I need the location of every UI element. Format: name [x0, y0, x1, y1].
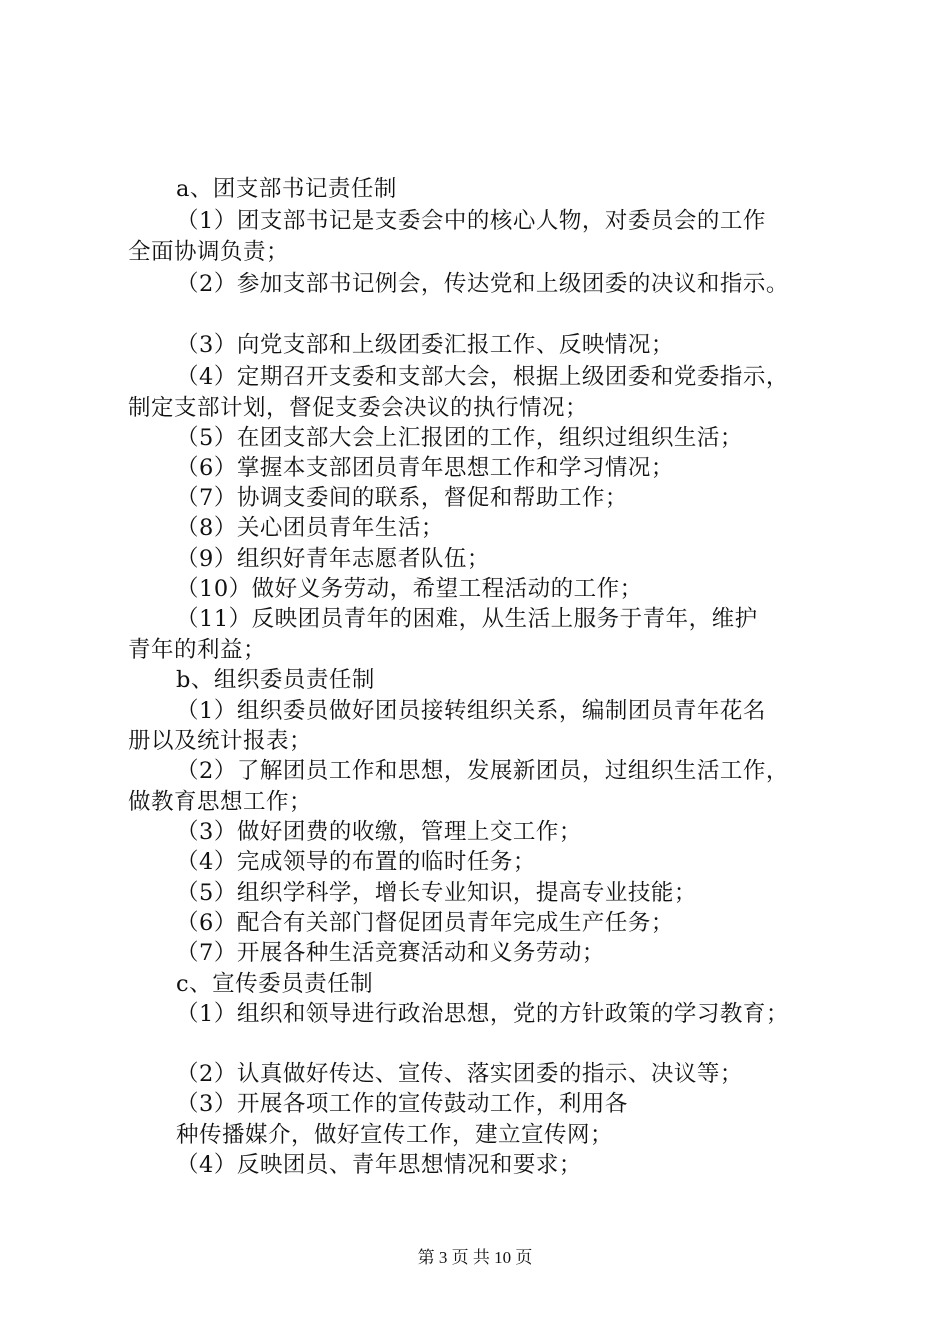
paragraph-line: （2）认真做好传达、宣传、落实团委的指示、决议等； — [176, 1061, 743, 1087]
paragraph-line: （5）在团支部大会上汇报团的工作，组织过组织生活； — [176, 425, 743, 451]
paragraph-line: （7）开展各种生活竞赛活动和义务劳动； — [176, 940, 605, 966]
paragraph-line: （3）做好团费的收缴，管理上交工作； — [176, 819, 582, 845]
paragraph-line: （3）向党支部和上级团委汇报工作、反映情况； — [176, 332, 674, 358]
paragraph-line: （2）了解团员工作和思想，发展新团员，过组织生活工作， — [176, 758, 789, 784]
paragraph-line: 做教育思想工作； — [128, 789, 313, 815]
paragraph-line: （2）参加支部书记例会，传达党和上级团委的决议和指示。 — [176, 271, 789, 297]
section-heading-a: a、团支部书记责任制 — [176, 176, 397, 202]
paragraph-line: （3）开展各项工作的宣传鼓动工作，利用各 — [176, 1091, 628, 1117]
paragraph-line: （4）完成领导的布置的临时任务； — [176, 849, 536, 875]
paragraph-line: 制定支部计划，督促支委会决议的执行情况； — [128, 395, 589, 421]
paragraph-line: 全面协调负责； — [128, 239, 290, 265]
paragraph-line: （6）掌握本支部团员青年思想工作和学习情况； — [176, 455, 674, 481]
section-heading-c: c、宣传委员责任制 — [176, 971, 374, 997]
page-number-footer: 第 3 页 共 10 页 — [417, 1248, 533, 1267]
paragraph-line: （1）组织委员做好团员接转组织关系，编制团员青年花名 — [176, 698, 766, 724]
paragraph-line: （6）配合有关部门督促团员青年完成生产任务； — [176, 910, 674, 936]
paragraph-line: （5）组织学科学，增长专业知识，提高专业技能； — [176, 880, 697, 906]
paragraph-line: （8）关心团员青年生活； — [176, 515, 444, 541]
paragraph-line: 种传播媒介，做好宣传工作，建立宣传网； — [176, 1122, 614, 1148]
paragraph-line: （4）定期召开支委和支部大会，根据上级团委和党委指示， — [176, 364, 789, 390]
paragraph-line: （7）协调支委间的联系，督促和帮助工作； — [176, 485, 628, 511]
paragraph-line: （9）组织好青年志愿者队伍； — [176, 546, 490, 572]
section-heading-b: b、组织委员责任制 — [176, 667, 375, 693]
paragraph-line: （10）做好义务劳动，希望工程活动的工作； — [176, 576, 643, 602]
paragraph-line: （1）团支部书记是支委会中的核心人物，对委员会的工作 — [176, 208, 766, 234]
paragraph-line: （4）反映团员、青年思想情况和要求； — [176, 1152, 582, 1178]
paragraph-line: （1）组织和领导进行政治思想，党的方针政策的学习教育； — [176, 1001, 789, 1027]
paragraph-line: 册以及统计报表； — [128, 728, 313, 754]
paragraph-line: 青年的利益； — [128, 637, 267, 663]
paragraph-line: （11）反映团员青年的困难，从生活上服务于青年，维护 — [176, 606, 758, 632]
